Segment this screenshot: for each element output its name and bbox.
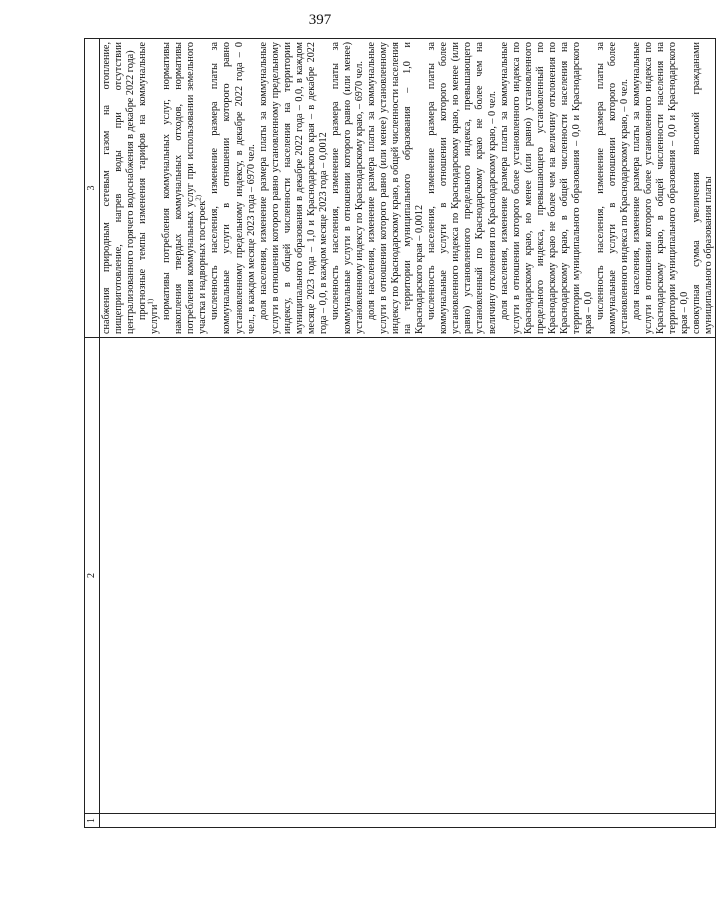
- paragraph-6-text: численность населения, изменение размера платы за коммунальные услуги в отношении которого равно (или менее) установленному индексу по Краснодарскому краю, – 6970 чел.: [329, 42, 365, 334]
- paragraph-1-text: снабжения природным сетевым газом на отопление, пищеприготовление, нагрев воды при отсутствии централизованного горячего водоснабжения в декабре 2022 года): [101, 42, 137, 334]
- paragraph-12-text: совокупная сумма увеличения вносимой гражданами муниципального образования платы: [691, 42, 715, 334]
- page-number: 397: [308, 12, 332, 28]
- paragraph-3-text: нормативы потребления коммунальных услуг, нормативы накопления твердых коммунальных отходов, нормативы потребления коммунальных услуг при использовании земельного участка и надворных построек: [161, 42, 209, 334]
- paragraph-1: [101, 42, 137, 334]
- paragraph-2: [137, 42, 161, 334]
- paragraph-10-text: численность населения, изменение размера платы за коммунальные услуги в отношении которого более установленного индекса по Краснодарскому краю, – 0 чел.: [594, 42, 631, 334]
- header-col-1: 1: [85, 814, 100, 828]
- paragraph-11-text: доля населения, изменение размера платы за коммунальные услуги в отношении которого более установленного индекса по Краснодарскому краю, в общей численности населения на территории муниципального образования – 0,0 и Краснодарского края – 0,0: [631, 42, 691, 334]
- paragraph-6: [330, 42, 366, 334]
- paragraph-7-text: доля населения, изменение размера платы за коммунальные услуги в отношении которого равно (или менее) установленному индексу по Краснодарскому краю, в общей численности населения на территории муниципального образования – 1,0 и Краснодарского края – 0,0012: [366, 42, 426, 334]
- paragraph-5-text: доля населения, изменение размера платы за коммунальные услуги в отношении которого равно установленному предельному индексу, в общей численности населения на территории муниципального образования в декабре 2022 года – 0,0, в каждом месяце 2023 года – 1,0 и Краснодарского края – в декабре 2022 года – 0,0, в каждом месяце 2023 года – 0,0012: [257, 42, 329, 334]
- footnote-mark-1: 1): [146, 298, 155, 305]
- paragraph-10: [595, 42, 631, 334]
- paragraph-5: [258, 42, 330, 334]
- cell-col-2: [100, 338, 716, 814]
- table-header-row: [85, 39, 100, 828]
- paragraph-9-text: доля населения, изменение размера платы за коммунальные услуги в отношении которого более установленного индекса по Краснодарскому краю, но менее (или равно) установленного предельного индекса, превышающего установленный по Краснодарскому краю не более чем на величину отклонения по Краснодарскому краю, в общей численности населения на территории муниципального образования – 0,0 и Краснодарского края – 0,0: [498, 42, 594, 334]
- data-table: [84, 38, 716, 828]
- paragraph-2-text: прогнозные темпы изменения тарифов на коммунальные услуги: [137, 42, 161, 334]
- paragraph-8-text: численность населения, изменение размера платы за коммунальные услуги в отношении которого более установленного индекса по Краснодарскому краю, но менее (или равно) установленного предельного индекса, превышающего установленный по Краснодарскому краю не более чем на величину отклонения по Краснодарскому краю, – 0 чел.: [426, 42, 498, 334]
- cell-col-3: [100, 39, 716, 338]
- paragraph-8: [426, 42, 498, 334]
- paragraph-3: [161, 42, 209, 334]
- table-row: [100, 39, 716, 828]
- footnote-mark-2: 2): [194, 194, 203, 201]
- cell-col-1: [100, 814, 716, 828]
- paragraph-4: [209, 42, 257, 334]
- header-col-2: 2: [85, 338, 100, 814]
- paragraph-7: [366, 42, 426, 334]
- paragraph-4-text: численность населения, изменение размера платы за коммунальные услуги в отношении которого равно установленному предельному индексу, в декабре 2022 года – 0 чел., в каждом месяце 2023 года – 6970 чел.: [209, 42, 257, 334]
- paragraph-11: [631, 42, 691, 334]
- paragraph-12: [691, 42, 715, 334]
- rotated-table-container: [84, 38, 715, 828]
- header-col-3: 3: [85, 39, 100, 338]
- paragraph-9: [499, 42, 595, 334]
